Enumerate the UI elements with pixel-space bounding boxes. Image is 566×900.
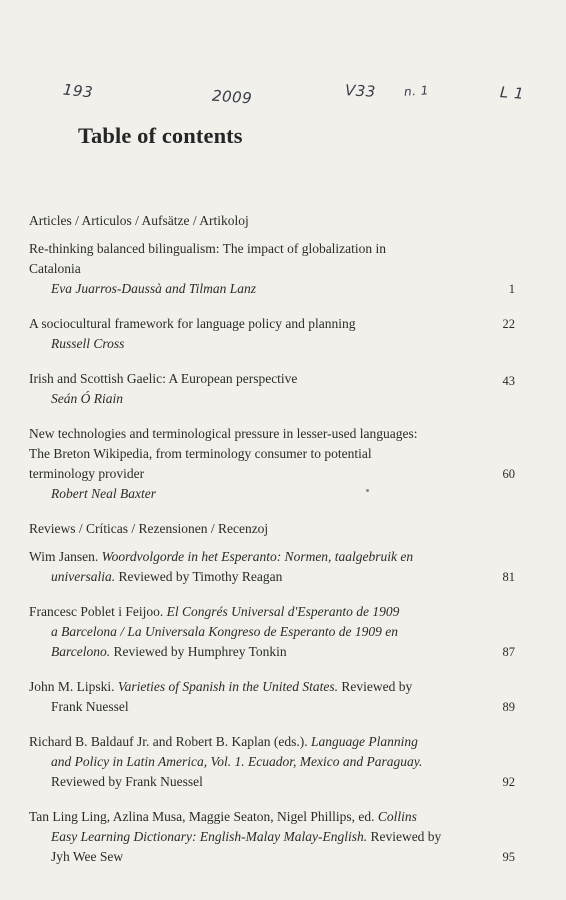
toc-entry-article-4[interactable] — [29, 424, 515, 504]
entry-title-line — [29, 547, 475, 567]
review-book-title: Woordvolgorde in het Esperanto: Normen, taalgebruik en — [101, 549, 414, 564]
review-book-author: John M. Lipski. — [29, 679, 115, 694]
reviews-section-header: Reviews / Críticas / Rezensionen / Recenzoj — [29, 521, 269, 536]
entry-title-line — [29, 567, 475, 587]
review-reviewer: Reviewed by — [370, 829, 442, 844]
entry-title-line — [29, 807, 475, 827]
page-title: Table of contents — [78, 123, 243, 148]
review-reviewer: Reviewed by Frank Nuessel — [51, 774, 203, 789]
entry-author: Russell Cross — [51, 336, 125, 351]
entry-page-number: 92 — [502, 775, 515, 789]
entry-page-number: 95 — [502, 850, 515, 864]
review-book-title: Varieties of Spanish in the United States. — [117, 679, 338, 694]
entry-page-number: 60 — [502, 467, 515, 481]
entry-title-line: Irish and Scottish Gaelic: A European perspective — [29, 371, 298, 386]
entry-title-line — [29, 642, 475, 662]
toc-entry-review-2[interactable] — [29, 602, 515, 662]
review-book-title: and Policy in Latin America, Vol. 1. Ecuador, Mexico and Paraguay. — [51, 754, 423, 769]
entry-title-line — [29, 732, 475, 752]
review-book-author: Tan Ling Ling, Azlina Musa, Maggie Seaton, Nigel Phillips, ed. — [29, 809, 375, 824]
review-reviewer: Frank Nuessel — [51, 699, 129, 714]
entry-title-line — [29, 752, 475, 772]
handwritten-note-2: 2009 — [211, 86, 253, 108]
entry-title-line: terminology provider — [29, 466, 145, 481]
entry-title-line: New technologies and terminological pressure in lesser-used languages: — [29, 426, 418, 441]
review-book-title: universalia. — [51, 569, 116, 584]
toc-entry-review-1[interactable] — [29, 547, 515, 587]
review-book-author: Wim Jansen. — [29, 549, 99, 564]
entry-page-number: 81 — [502, 570, 515, 584]
entry-author: Eva Juarros-Daussà and Tilman Lanz — [51, 281, 257, 296]
entry-title-line — [29, 677, 475, 697]
handwritten-note-5: L 1 — [499, 83, 525, 103]
articles-section-header: Articles / Articulos / Aufsätze / Artikoloj — [29, 213, 249, 228]
review-reviewer: Reviewed by Timothy Reagan — [118, 569, 283, 584]
entry-title-line — [29, 827, 475, 847]
entry-page-number: 43 — [502, 374, 515, 388]
entry-page-number: 1 — [508, 282, 515, 296]
entry-title-line: Re-thinking balanced bilingualism: The impact of globalization in — [29, 241, 387, 256]
review-book-title: Easy Learning Dictionary: English-Malay Malay-English. — [51, 829, 368, 844]
entry-title-line — [29, 697, 475, 717]
review-book-title: a Barcelona / La Universala Kongreso de Esperanto de 1909 en — [51, 624, 398, 639]
review-reviewer: Jyh Wee Sew — [51, 849, 124, 864]
entry-title-line — [29, 622, 475, 642]
entry-page-number: 87 — [502, 645, 515, 659]
review-book-title: Barcelono. — [51, 644, 111, 659]
entry-title-line — [29, 847, 475, 867]
review-book-author: Francesc Poblet i Feijoo. — [29, 604, 164, 619]
review-book-author: Richard B. Baldauf Jr. and Robert B. Kaplan (eds.). — [29, 734, 308, 749]
entry-title-line: A sociocultural framework for language policy and planning — [29, 316, 356, 331]
entry-page-number: 89 — [502, 700, 515, 714]
review-reviewer: Reviewed by Humphrey Tonkin — [113, 644, 287, 659]
toc-entry-article-2[interactable] — [29, 314, 515, 354]
toc-entry-review-3[interactable] — [29, 677, 515, 717]
handwritten-note-3: V33 — [344, 81, 377, 101]
entry-title-line — [29, 602, 475, 622]
review-reviewer: Reviewed by — [341, 679, 413, 694]
toc-entry-article-3[interactable] — [29, 369, 515, 409]
review-book-title: El Congrés Universal d'Esperanto de 1909 — [166, 604, 400, 619]
entry-title-line: Catalonia — [29, 261, 81, 276]
entry-author: Robert Neal Baxter — [51, 486, 156, 501]
entry-author: Seán Ó Riain — [51, 391, 123, 406]
handwritten-note-4: n. 1 — [403, 83, 430, 99]
entry-title-line: The Breton Wikipedia, from terminology consumer to potential — [29, 446, 372, 461]
toc-entry-article-1[interactable] — [29, 239, 515, 299]
toc-entry-review-5[interactable] — [29, 807, 515, 867]
toc-entry-review-4[interactable] — [29, 732, 515, 792]
review-book-title: Language Planning — [310, 734, 418, 749]
entry-title-line — [29, 772, 475, 792]
entry-page-number: 22 — [502, 317, 515, 331]
handwritten-note-1: 193 — [62, 80, 94, 102]
table-of-contents — [29, 204, 515, 882]
review-book-title: Collins — [377, 809, 417, 824]
